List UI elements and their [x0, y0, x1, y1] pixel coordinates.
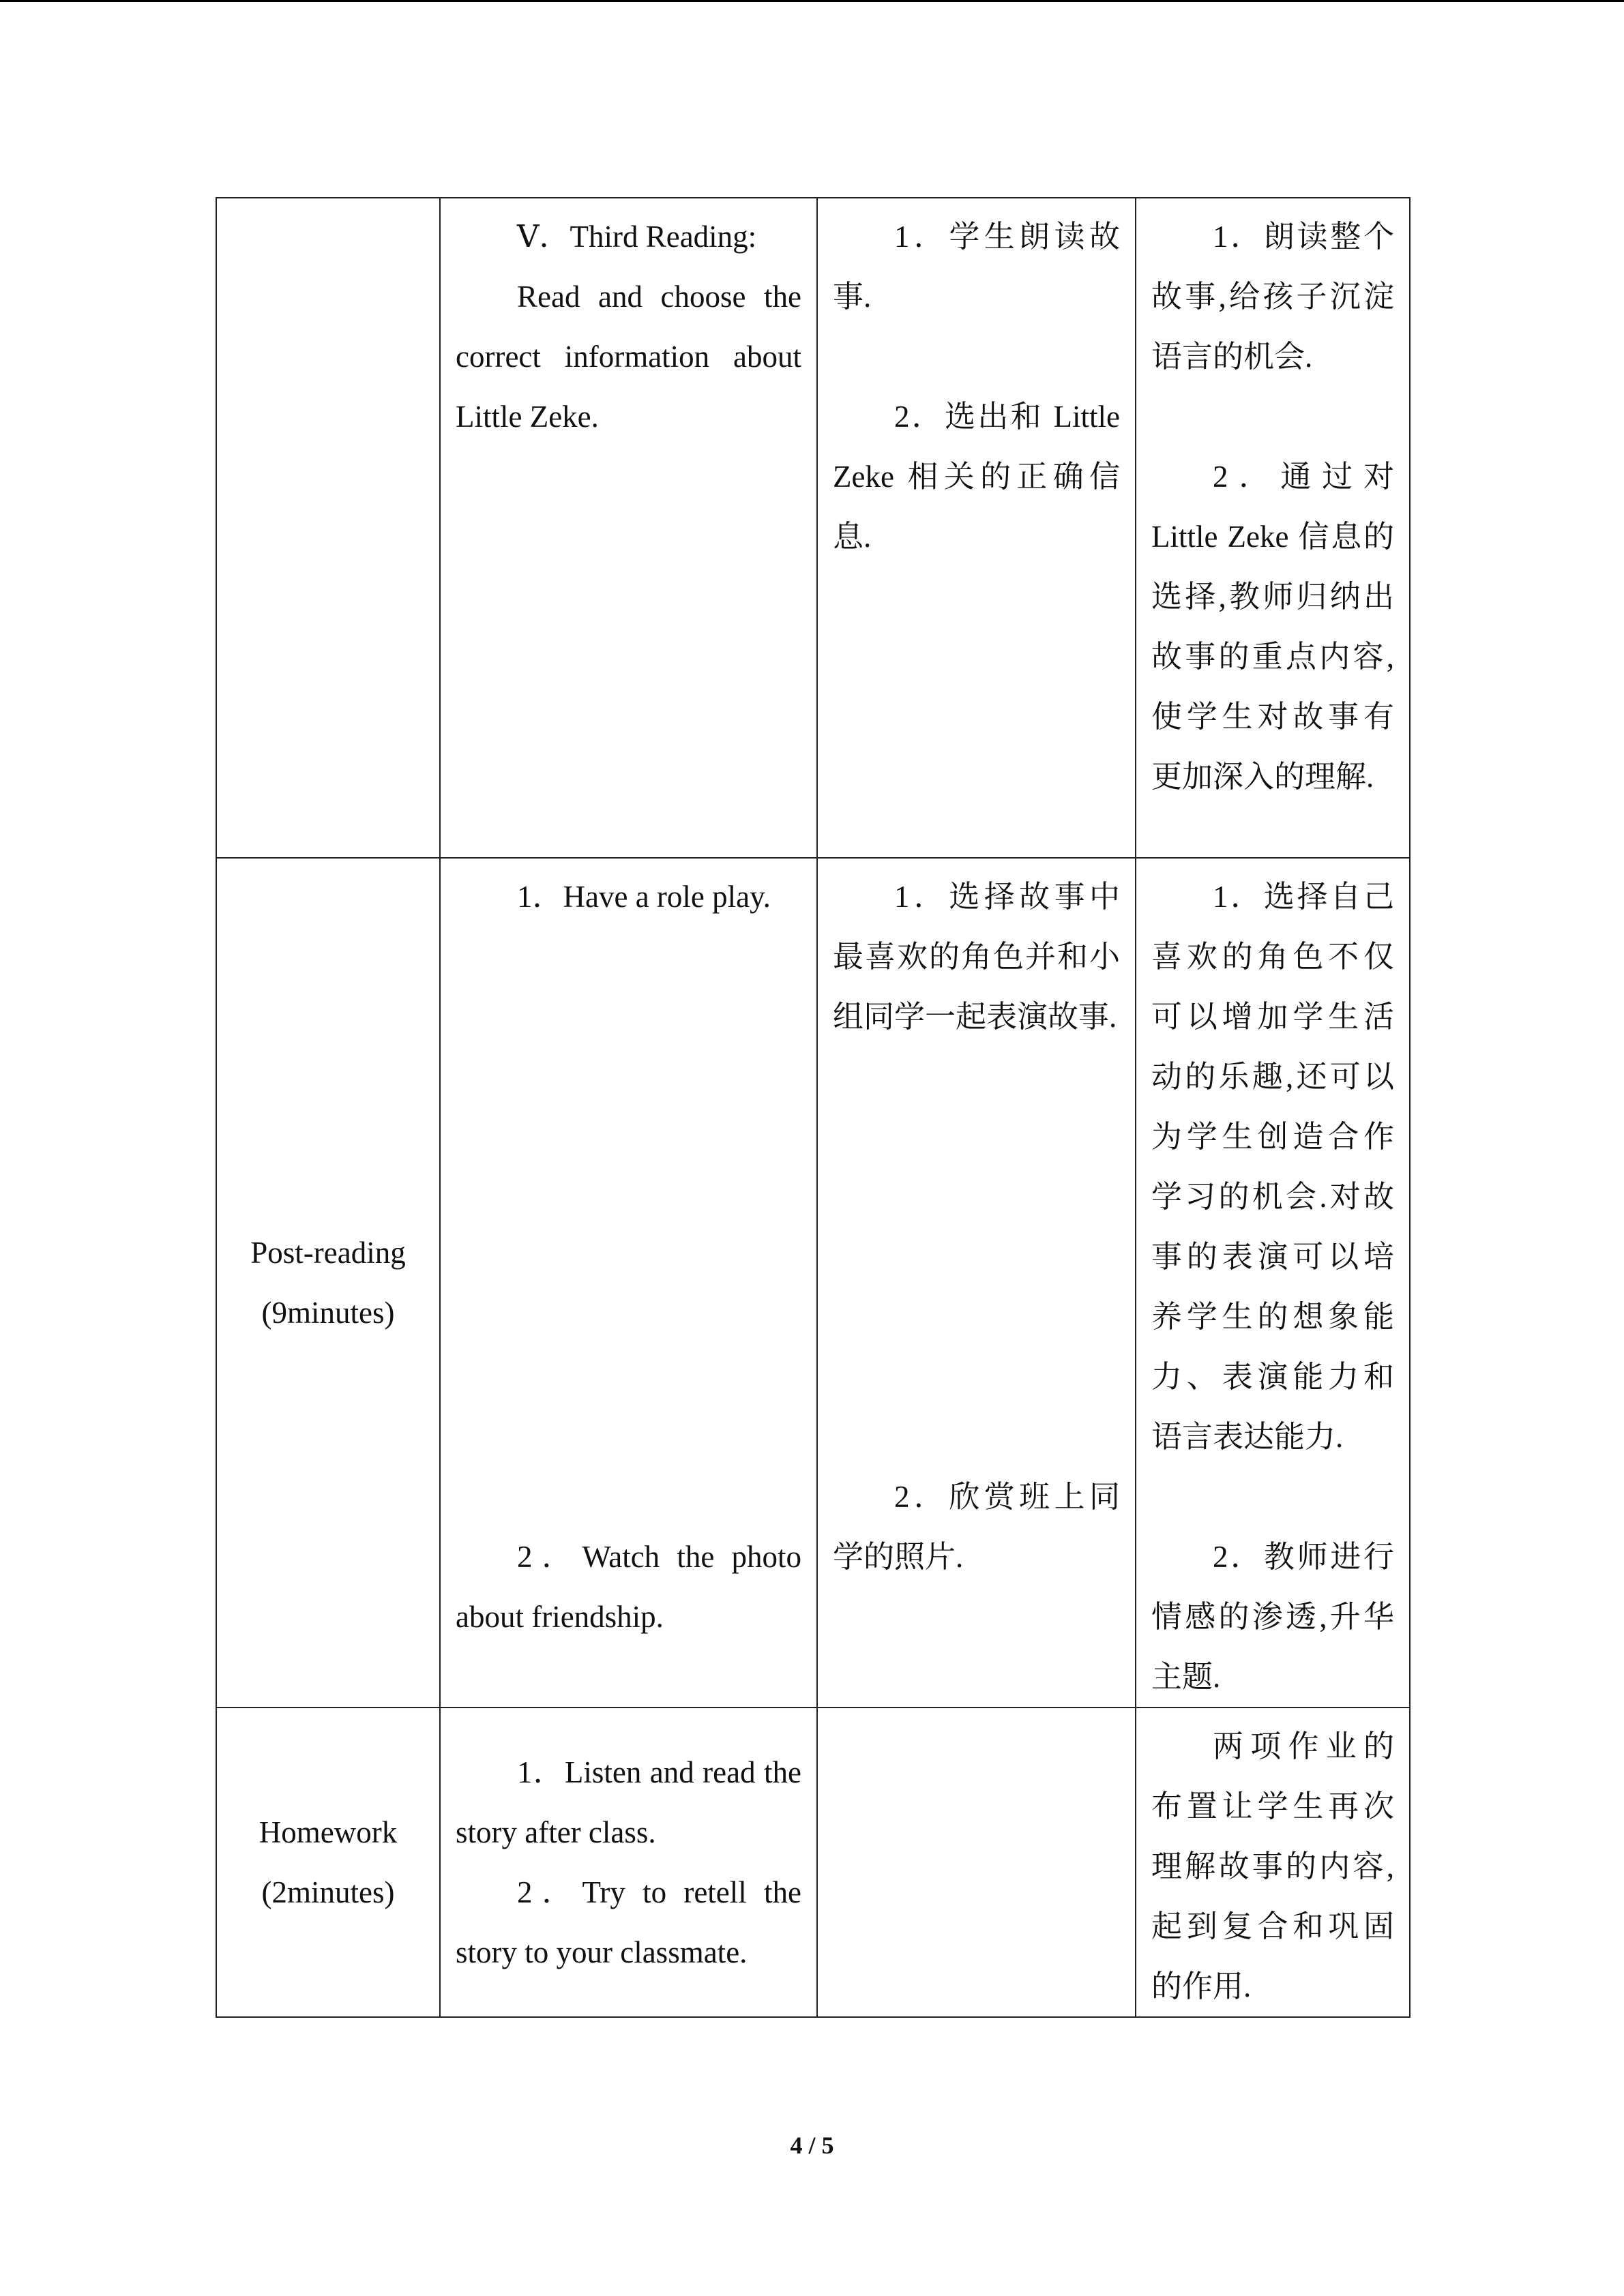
activity-2: 2．Try to retell the story to your classmate.: [456, 1875, 801, 1969]
purpose-2: 2．通过对 Little Zeke 信息的选择,教师归纳出故事的重点内容,使学生对故事有更加深入的理解.: [1151, 460, 1394, 794]
table-row-homework: [216, 1708, 1410, 2017]
student-activity-cell: [817, 1708, 1136, 2017]
purpose: 两项作业的布置让学生再次理解故事的内容,起到复合和巩固的作用.: [1151, 1729, 1394, 2003]
purpose-2: 2．教师进行情感的渗透,升华主题.: [1151, 1540, 1394, 1694]
activity-1: 1．Have a role play.: [517, 880, 771, 914]
purpose-1: 1．朗读整个故事,给孩子沉淀语言的机会.: [1151, 220, 1394, 374]
page-number: 4 / 5: [790, 2132, 834, 2159]
activity-text: Read and choose the correct information about Little Zeke.: [456, 280, 801, 434]
activity-title: Ⅴ．Third Reading:: [517, 220, 757, 254]
stage-cell: [216, 1708, 440, 2017]
table-row-third-reading: [216, 198, 1410, 858]
stage-label: Homework: [259, 1815, 398, 1849]
purpose-cell: [1136, 198, 1410, 858]
purpose-cell: [1136, 858, 1410, 1708]
activity-cell: [440, 1708, 817, 2017]
table-row-post-reading: [216, 858, 1410, 1708]
purpose-1: 1．选择自己喜欢的角色不仅可以增加学生活动的乐趣,还可以为学生创造合作学习的机会.对故事的表演可以培养学生的想象能力、表演能力和语言表达能力.: [1151, 880, 1394, 1454]
student-activity-2: 2．欣赏班上同学的照片.: [833, 1480, 1120, 1574]
activity-cell: [440, 198, 817, 858]
stage-label: Post-reading: [250, 1236, 406, 1270]
stage-cell: [216, 198, 440, 858]
activity-1: 1．Listen and read the story after class.: [456, 1755, 801, 1849]
student-activity-cell: [817, 198, 1136, 858]
student-activity-1: 1．学生朗读故事.: [833, 220, 1120, 314]
stage-duration: (9minutes): [261, 1296, 395, 1330]
activity-cell: [440, 858, 817, 1708]
top-border: [0, 0, 1624, 2]
student-activity-2: 2．选出和 Little Zeke 相关的正确信息.: [833, 400, 1120, 554]
student-activity-cell: [817, 858, 1136, 1708]
stage-duration: (2minutes): [261, 1875, 395, 1909]
lesson-plan-table: [216, 197, 1411, 2018]
purpose-cell: [1136, 1708, 1410, 2017]
stage-cell: [216, 858, 440, 1708]
activity-2: 2．Watch the photo about friendship.: [456, 1540, 801, 1634]
student-activity-1: 1．选择故事中最喜欢的角色并和小组同学一起表演故事.: [833, 880, 1120, 1034]
